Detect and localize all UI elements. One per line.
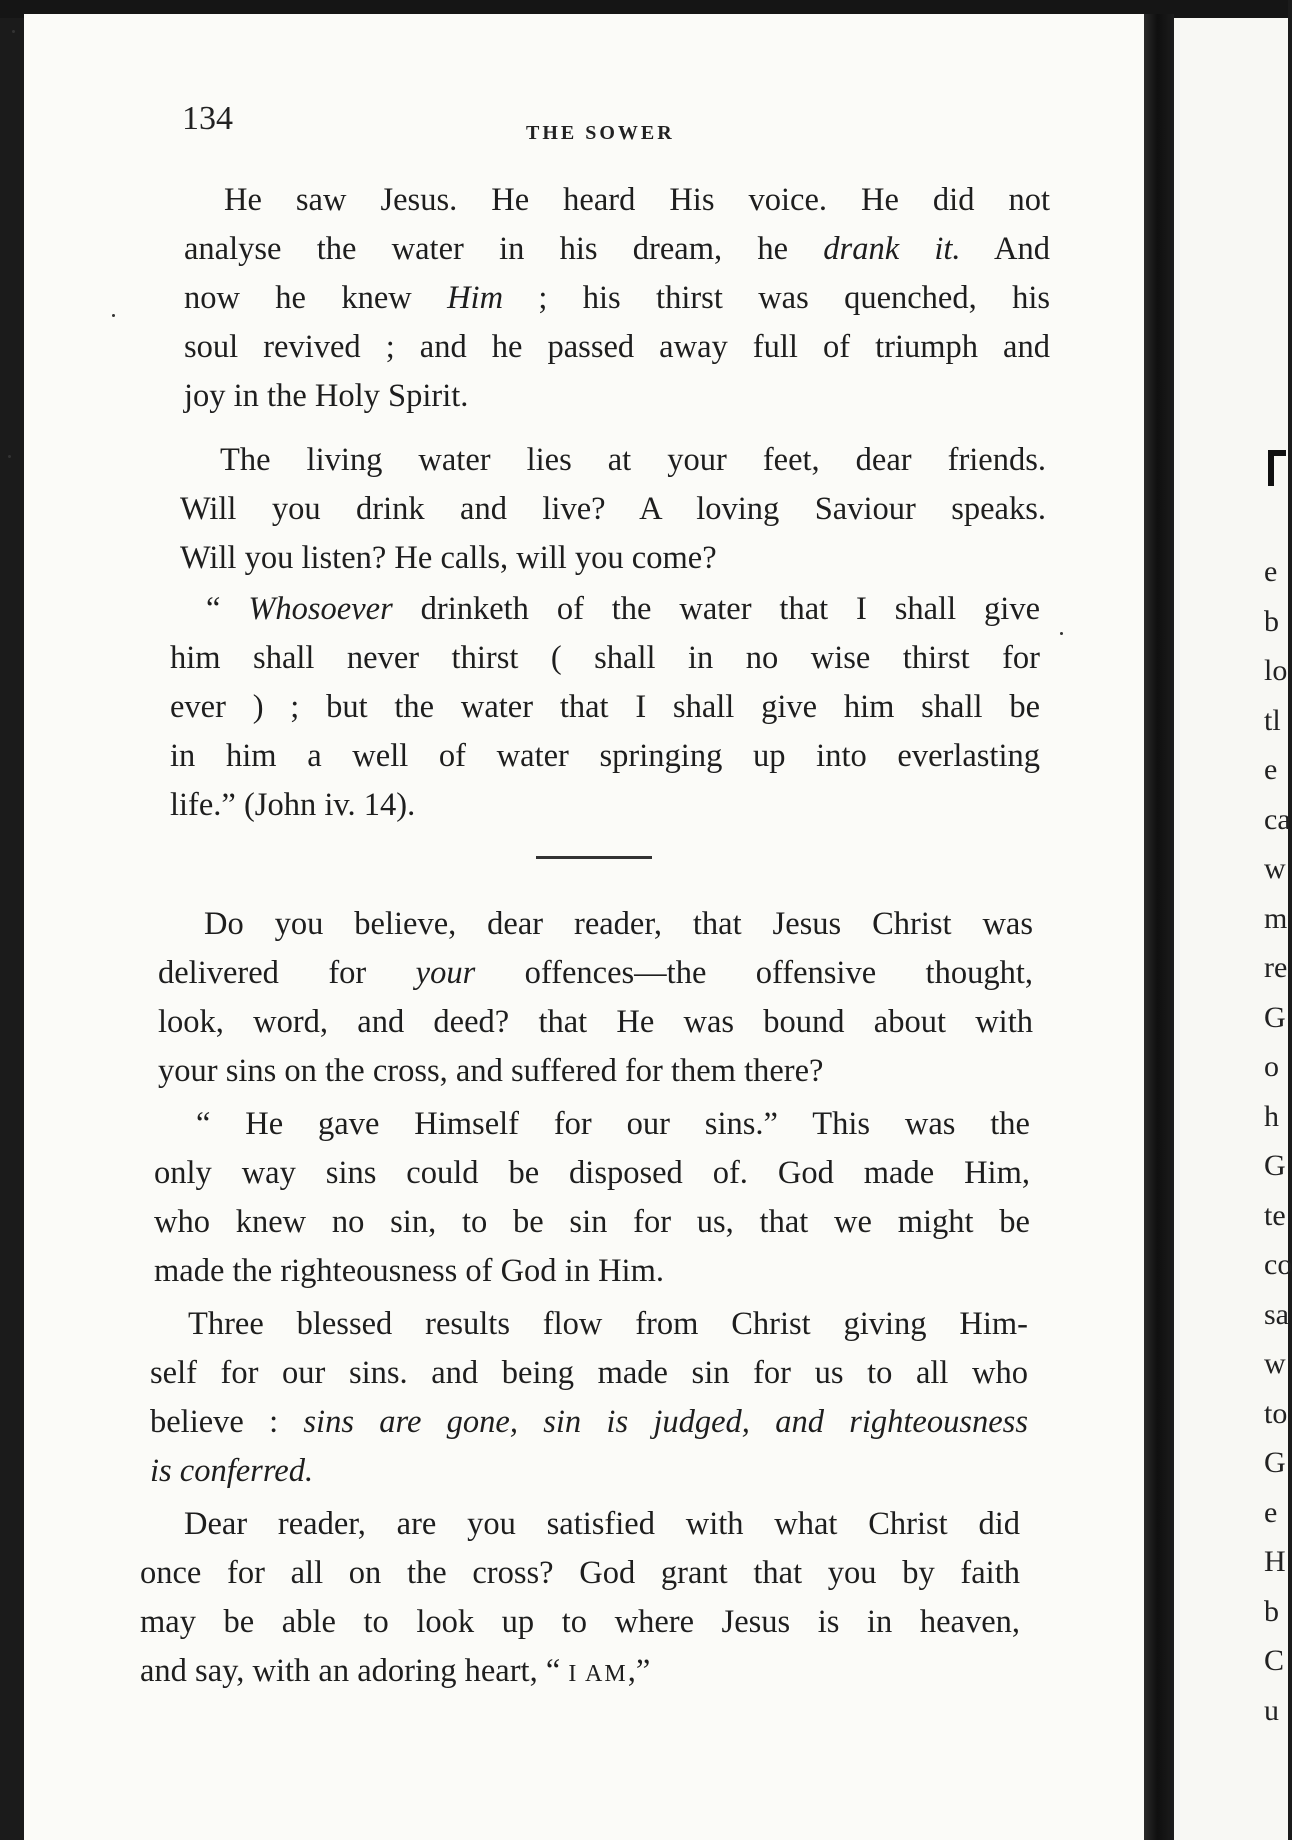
facing-page-fragment: w	[1264, 1347, 1286, 1380]
text-line	[184, 274, 1050, 323]
facing-page-fragment: sa	[1264, 1297, 1289, 1331]
facing-page-fragment: C	[1264, 1644, 1285, 1677]
text-run: Dear reader, are you satisfied with what Christ did	[184, 1506, 1020, 1542]
text-run: Three blessed results flow from Christ giving Him-	[188, 1306, 1028, 1342]
text-run: “	[206, 591, 249, 627]
text-line	[170, 683, 1040, 732]
text-line	[180, 436, 1046, 485]
text-line	[158, 998, 1033, 1047]
facing-page-fragment: ca	[1264, 802, 1291, 836]
paragraph-7	[140, 1500, 1020, 1696]
facing-page-fragment: h	[1264, 1099, 1279, 1133]
scan-speck	[12, 30, 15, 33]
facing-page-fragment: e	[1264, 753, 1278, 786]
text-run: life.” (John iv. 14).	[170, 787, 416, 823]
text-line	[140, 1647, 1020, 1696]
facing-page-fragment: b	[1264, 1594, 1279, 1628]
text-line	[158, 900, 1033, 949]
italic-text: is conferred.	[150, 1453, 314, 1489]
text-line	[184, 323, 1050, 372]
text-line	[170, 781, 1040, 830]
facing-page-fragment: o	[1264, 1050, 1279, 1083]
book-gutter	[1144, 14, 1174, 1840]
text-run: Will you listen? He calls, will you come?	[180, 540, 717, 576]
text-run: He saw Jesus. He heard His voice. He did not	[224, 182, 1050, 218]
text-run: in him a well of water springing up into everlasting	[170, 738, 1040, 774]
text-line	[184, 176, 1050, 225]
text-run: believe :	[150, 1404, 304, 1440]
facing-page-fragment: G	[1264, 1446, 1286, 1479]
text-run: analyse the water in his dream, he	[184, 231, 824, 267]
italic-text: Him	[447, 280, 504, 316]
text-run: drinketh of the water that I shall give	[392, 591, 1040, 627]
facing-page-fragment: G	[1264, 1149, 1286, 1182]
scan-speck	[112, 314, 115, 317]
scan-speck	[1060, 632, 1063, 635]
paragraph-1	[184, 176, 1050, 421]
text-run: your sins on the cross, and suffered for them there?	[158, 1053, 824, 1089]
facing-page-fragment: e	[1264, 555, 1278, 588]
text-run: offences—the offensive thought,	[475, 955, 1033, 991]
facing-page-fragment: G	[1264, 1000, 1286, 1034]
text-line	[154, 1247, 1030, 1296]
facing-page-fragment: u	[1264, 1693, 1279, 1727]
text-run: joy in the Holy Spirit.	[184, 378, 469, 414]
text-run: look, word, and deed? that He was bound about with	[158, 1004, 1033, 1040]
text-line	[180, 534, 1046, 583]
facing-page-fragment: re	[1264, 951, 1288, 984]
text-line	[170, 634, 1040, 683]
text-run: And	[960, 231, 1050, 267]
page-header	[182, 100, 1062, 160]
facing-page-fragment: te	[1264, 1198, 1286, 1232]
text-run: may be able to look up to where Jesus is in heaven,	[140, 1604, 1020, 1640]
text-run: delivered for	[158, 955, 416, 991]
text-run: ; his thirst was quenched, his	[503, 280, 1051, 316]
text-line	[180, 485, 1046, 534]
text-line	[158, 949, 1033, 998]
paragraph-2	[180, 436, 1046, 583]
text-line	[150, 1300, 1028, 1349]
text-run: “ He gave Himself for our sins.” This was the	[196, 1106, 1030, 1142]
facing-page-fragment: lo	[1264, 654, 1288, 687]
text-line	[184, 372, 1050, 421]
text-run: and say, with an adoring heart, “	[140, 1653, 569, 1689]
text-line	[140, 1549, 1020, 1598]
facing-page-fragment: b	[1264, 604, 1279, 638]
text-run: Will you drink and live? A loving Saviour speaks.	[180, 491, 1046, 527]
paragraph-4	[158, 900, 1033, 1096]
section-divider	[536, 856, 652, 859]
text-line	[154, 1100, 1030, 1149]
text-line	[158, 1047, 1033, 1096]
text-line	[154, 1198, 1030, 1247]
italic-text: Whosoever	[248, 591, 393, 627]
text-run: now he knew	[184, 280, 448, 316]
text-line	[184, 225, 1050, 274]
text-line	[154, 1149, 1030, 1198]
text-line	[150, 1447, 1028, 1496]
text-run: him shall never thirst ( shall in no wise thirst for	[170, 640, 1040, 676]
text-run: ,”	[627, 1653, 651, 1689]
paragraph-6	[150, 1300, 1028, 1496]
paragraph-3	[170, 585, 1040, 830]
page-number: 134	[182, 100, 233, 137]
text-line	[140, 1500, 1020, 1549]
text-line	[140, 1598, 1020, 1647]
text-run: self for our sins. and being made sin for us to all who	[150, 1355, 1028, 1391]
text-run: only way sins could be disposed of. God made Him,	[154, 1155, 1030, 1191]
text-run: Do you believe, dear reader, that Jesus Christ was	[204, 906, 1033, 942]
italic-text: sins are gone, sin is judged, and righteousness	[303, 1404, 1028, 1440]
text-line	[170, 585, 1040, 634]
italic-text: your	[415, 955, 476, 991]
text-line	[150, 1349, 1028, 1398]
text-line	[150, 1398, 1028, 1447]
running-head: THE SOWER	[526, 122, 675, 144]
scan-speck	[8, 455, 11, 458]
text-run: who knew no sin, to be sin for us, that we might be	[154, 1204, 1030, 1240]
facing-page-fragment: H	[1264, 1545, 1286, 1578]
facing-page-fragment: e	[1264, 1495, 1278, 1529]
facing-page-fragment: tl	[1264, 703, 1281, 737]
facing-page-fragment: w	[1264, 852, 1286, 885]
text-run: once for all on the cross? God grant that you by faith	[140, 1555, 1020, 1591]
facing-page-fragment: to	[1264, 1396, 1288, 1430]
facing-page-ornament	[1268, 450, 1286, 486]
text-run: soul revived ; and he passed away full of triumph and	[184, 329, 1050, 365]
text-run: ever ) ; but the water that I shall give him shall be	[170, 689, 1040, 725]
text-run: made the righteousness of God in Him.	[154, 1253, 664, 1289]
facing-page-fragment: m	[1264, 901, 1288, 935]
facing-page-fragment: co	[1264, 1248, 1292, 1281]
paragraph-5	[154, 1100, 1030, 1296]
italic-text: drank it.	[823, 231, 961, 267]
small-caps-text: I AM	[568, 1661, 628, 1687]
text-line	[170, 732, 1040, 781]
text-run: The living water lies at your feet, dear friends.	[220, 442, 1046, 478]
